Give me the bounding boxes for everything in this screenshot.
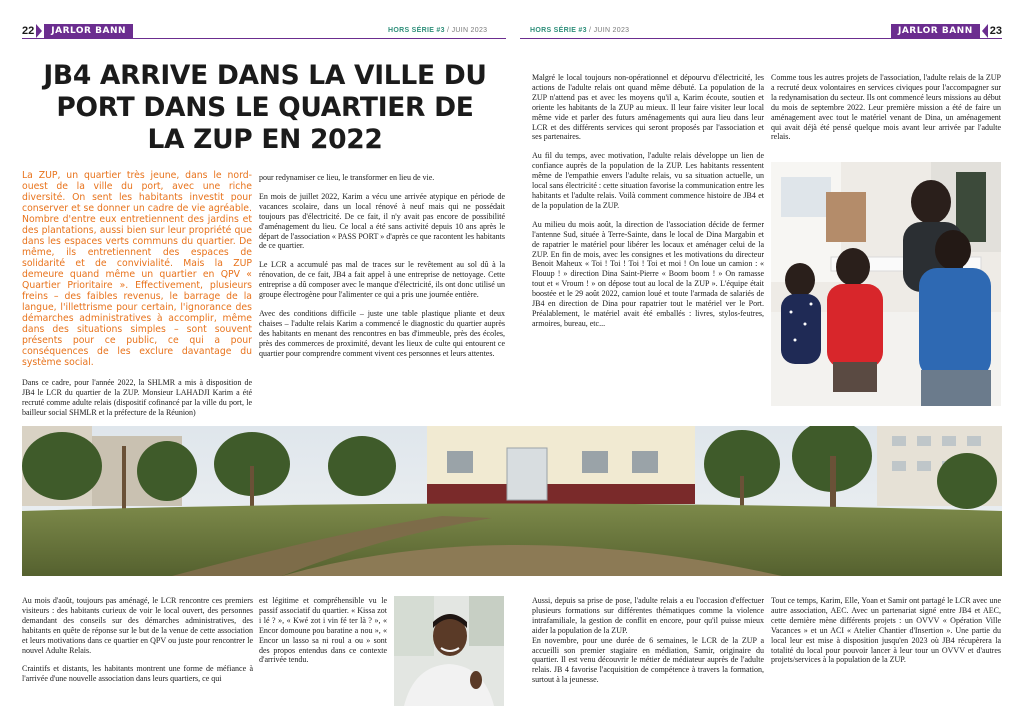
issue-date: JUIN 2023 [593, 27, 630, 34]
issue-date: JUIN 2023 [451, 27, 488, 34]
issue-info-left: HORS SÉRIE #3 / JUIN 2023 [388, 27, 488, 34]
body-paragraph: Au milieu du mois août, la direction de l'association décide de fermer l'antenne Sud, située à Terre-Sainte, dans le local de Dina Margabin et de rapatrier le matériel pour libérer les locaux et aménager celui de la ZUP. En fin de mois, avec les consignes et les motivations du directeur Benoit Maheux « Toi ! Toi ! Toi ! Toi et moi ! On loue un camion : « Flouup ! » direction Dina Saint-Pierre « Boom boom ! » On ramasse tout et « Vroum ! » on dépose tout au local de la ZUP ». L'équipe était boostée et le 29 août 2022, camion loué et toute l'armada de salariés de JB4 en direction de Dina pour rapatrier tout le matériel ver le Port. Préalablement, le matériel avait été emballés : livres, stylos-feutres, armoires, bureau, etc... [532, 219, 764, 328]
body-paragraph: Tout ce temps, Karim, Elle, Yoan et Samir ont partagé le LCR avec une autre association, AEC. Avec un partenariat signé entre JB4 et AEC, cette dernière mène différents projets : un OVVV « Opération Ville Vacances » et un ACI « Atelier Chantier d'Insertion ». Une partie du local leur est mise à disposition jusqu'en 2023 où JB4 récupèrera la totalité du local pour pouvoir lancer à leur tour un OVVV et d'autres projets/services à la population de la ZUP. [771, 596, 1001, 665]
page-number-left: 22 [22, 25, 35, 37]
column-2 [259, 173, 505, 368]
panorama-photo [22, 426, 1002, 576]
children-photo [771, 162, 1001, 406]
bottom-column-2 [259, 596, 387, 674]
body-paragraph: En mois de juillet 2022, Karim a vécu une arrivée atypique en période de vacances scolaire, dans un local rénové à neuf mais qui ne possédait toujours pas d'électricité. De ce fait, il n'y avait pas encore de possibilité d'aménagement du lieu. Ce local a été sans activité depuis 10 ans après le départ de l'association « PASS PORT » d'après ce que racontent les habitants de ce quartier. [259, 191, 505, 251]
column-4 [771, 73, 1001, 151]
body-paragraph: Craintifs et distants, les habitants montrent une forme de méfiance à l'arrivée d'une nouvelle association dans leurs quartiers, ce qui [22, 664, 253, 684]
arrow-right-icon [36, 24, 42, 38]
column-1 [22, 170, 252, 427]
page-number-right: 23 [989, 25, 1002, 37]
body-paragraph: Aussi, depuis sa prise de pose, l'adulte relais a eu l'occasion d'effectuer plusieurs formations sur différentes thématiques comme la violence intrafamiliale, la gestion de conflit en encore, pour qu'il puisse mieux aider la population de la ZUP. [532, 596, 764, 635]
header-left [22, 24, 133, 38]
body-paragraph: est légitime et compréhensible vu le passif associatif du quartier. « Kissa zot i lé ? », « Kwé zot i vin fé ter là ? », « Encor domoune pou baratine a nou », « Encor un lasso sa ni roul a ou » sont des propos entendus dans ce contexte d'arrivée tendu. [259, 596, 387, 665]
body-paragraph: Malgré le local toujours non-opérationnel et dépourvu d'électricité, les actions de l'adulte relais ont quand même débuté. La population de la ZUP n'attend pas et avec les moyens qu'il a, Karim écoute, soutien et oriente les habitants de la ZUP au mieux. Il leur faire visiter leur local même vide et parler des futurs aménagements qui aura lieu dans leur LCR et des différents services qui seront proposés par l'association et ses partenaires. [532, 73, 764, 142]
body-paragraph: Dans ce cadre, pour l'année 2022, la SHLMR a mis à disposition de JB4 le LCR du quartier de la ZUP. Monsieur LAHADJI Karim a été recruté comme adulte relais (dispositif cofinancé par la ville du port, le bailleur social SHMLR et la préfecture de la Réunion) [22, 378, 252, 417]
header-rule-left [22, 38, 506, 39]
panorama-illustration [22, 426, 1002, 576]
header-right [891, 24, 1002, 38]
body-paragraph: pour redynamiser ce lieu, le transformer en lieu de vie. [259, 173, 435, 182]
header-rule-right [520, 38, 1002, 39]
lead-paragraph: La ZUP, un quartier très jeune, dans le nord-ouest de la ville du port, avec une riche diversité. On sent les habitants investit pour conserver et se donner un cadre de vie agréable. Nombre d'entre eux entretiennent des jardins et des plantations, aussi bien sur leur propriété que dans les espaces verts communs du quartier. De même, ils entretiennent des espaces de solidarité et de convivialité. Mais la ZUP demeure quand même un quartier en QPV « Quartier Prioritaire ». Effectivement, plusieurs freins – des faibles revenus, le barrage de la langue, l'illettrisme pour certain, l'ignorance des démarches administratives à accomplir, même dans des situations simples – sont souvent présents pour ce public, ce qui a pour conséquences de les exclure davantage du système social. [22, 170, 252, 368]
arrow-left-icon [982, 24, 988, 38]
body-paragraph: Comme tous les autres projets de l'association, l'adulte relais de la ZUP a recruté deux volontaires en services civiques pour l'accompagner sur la redynamisation du secteur. Ils ont commencé leurs missions au début du mois de septembre 2022. Leur première mission a été de faire un aménagement avec tout le matériel venant de Dina, un aménagement qui avait déjà été pensé quelque mois avant leur arrivée par l'adulte relais. [771, 73, 1001, 142]
issue-info-right: HORS SÉRIE #3 / JUIN 2023 [530, 27, 630, 34]
bottom-column-3 [532, 596, 764, 694]
bottom-column-4 [771, 596, 1001, 674]
brand-label-right: JARLOR BANN [891, 24, 980, 38]
portrait-photo [394, 596, 504, 706]
issue-label: HORS SÉRIE #3 [530, 27, 587, 34]
body-paragraph: Au mois d'août, toujours pas aménagé, le LCR rencontre ces premiers visiteurs : des habitants curieux de voir le local ouvert, des personnes demandant des conseils sur des démarches administratives, des habitants en quête de réponse sur le but de la venue de cette association et leurs motivations dans ce quartier en QPV ou juste pour rencontrer le nouvel Adulte Relais. [22, 596, 253, 655]
portrait-illustration [394, 596, 504, 706]
column-3 [532, 73, 764, 338]
body-paragraph: En novembre, pour une durée de 6 semaines, le LCR de la ZUP a accueilli son premier stagiaire en médiation, Samir, originaire du quartier. Il est venu découvrir le métier de médiateur auprès de l'adulte relais. JB 4 favorise l'acquisition de compétence à travers la formation, surtout à la jeunesse. [532, 635, 764, 685]
body-paragraph: Au fil du temps, avec motivation, l'adulte relais développe un lien de confiance auprès de la population de la ZUP. Les habitants ressentent même de l'empathie envers l'adulte relais, vu sa situation actuelle, un local sans électricité : cette situation favorise la communication entre les habitants et l'adulte relais. Voilà comment commence histoire de JB4 et de la population de la ZUP. [532, 151, 764, 210]
bottom-column-1 [22, 596, 253, 693]
brand-label-left: JARLOR BANN [44, 24, 133, 38]
issue-label: HORS SÉRIE #3 [388, 27, 445, 34]
body-paragraph: Avec des conditions difficile – juste une table plastique pliante et deux chaises – l'adulte relais Karim a commencé le diagnostic du quartier auprès des habitants en menant des rencontres en bas d'immeuble, près des écoles, près des commerces de proximité, devant les lieux de culte qui entourent ce quartier pour comprendre comment vivent ces personnes et leurs attentes. [259, 308, 505, 358]
article-title: JB4 ARRIVE DANS LA VILLE DU PORT DANS LE QUARTIER DE LA ZUP EN 2022 [43, 60, 487, 155]
children-illustration [771, 162, 1001, 406]
body-paragraph: Le LCR a accumulé pas mal de traces sur le revêtement au sol dû à la rénovation, de ce fait, JB4 a fait appel à une entreprise de nettoyage. Cette entreprise a dû composer avec le manque d'électricité, ils ont donc utilisé un groupe électrogène pour l'alimenter ce qui a pris une journée entière. [259, 260, 505, 300]
